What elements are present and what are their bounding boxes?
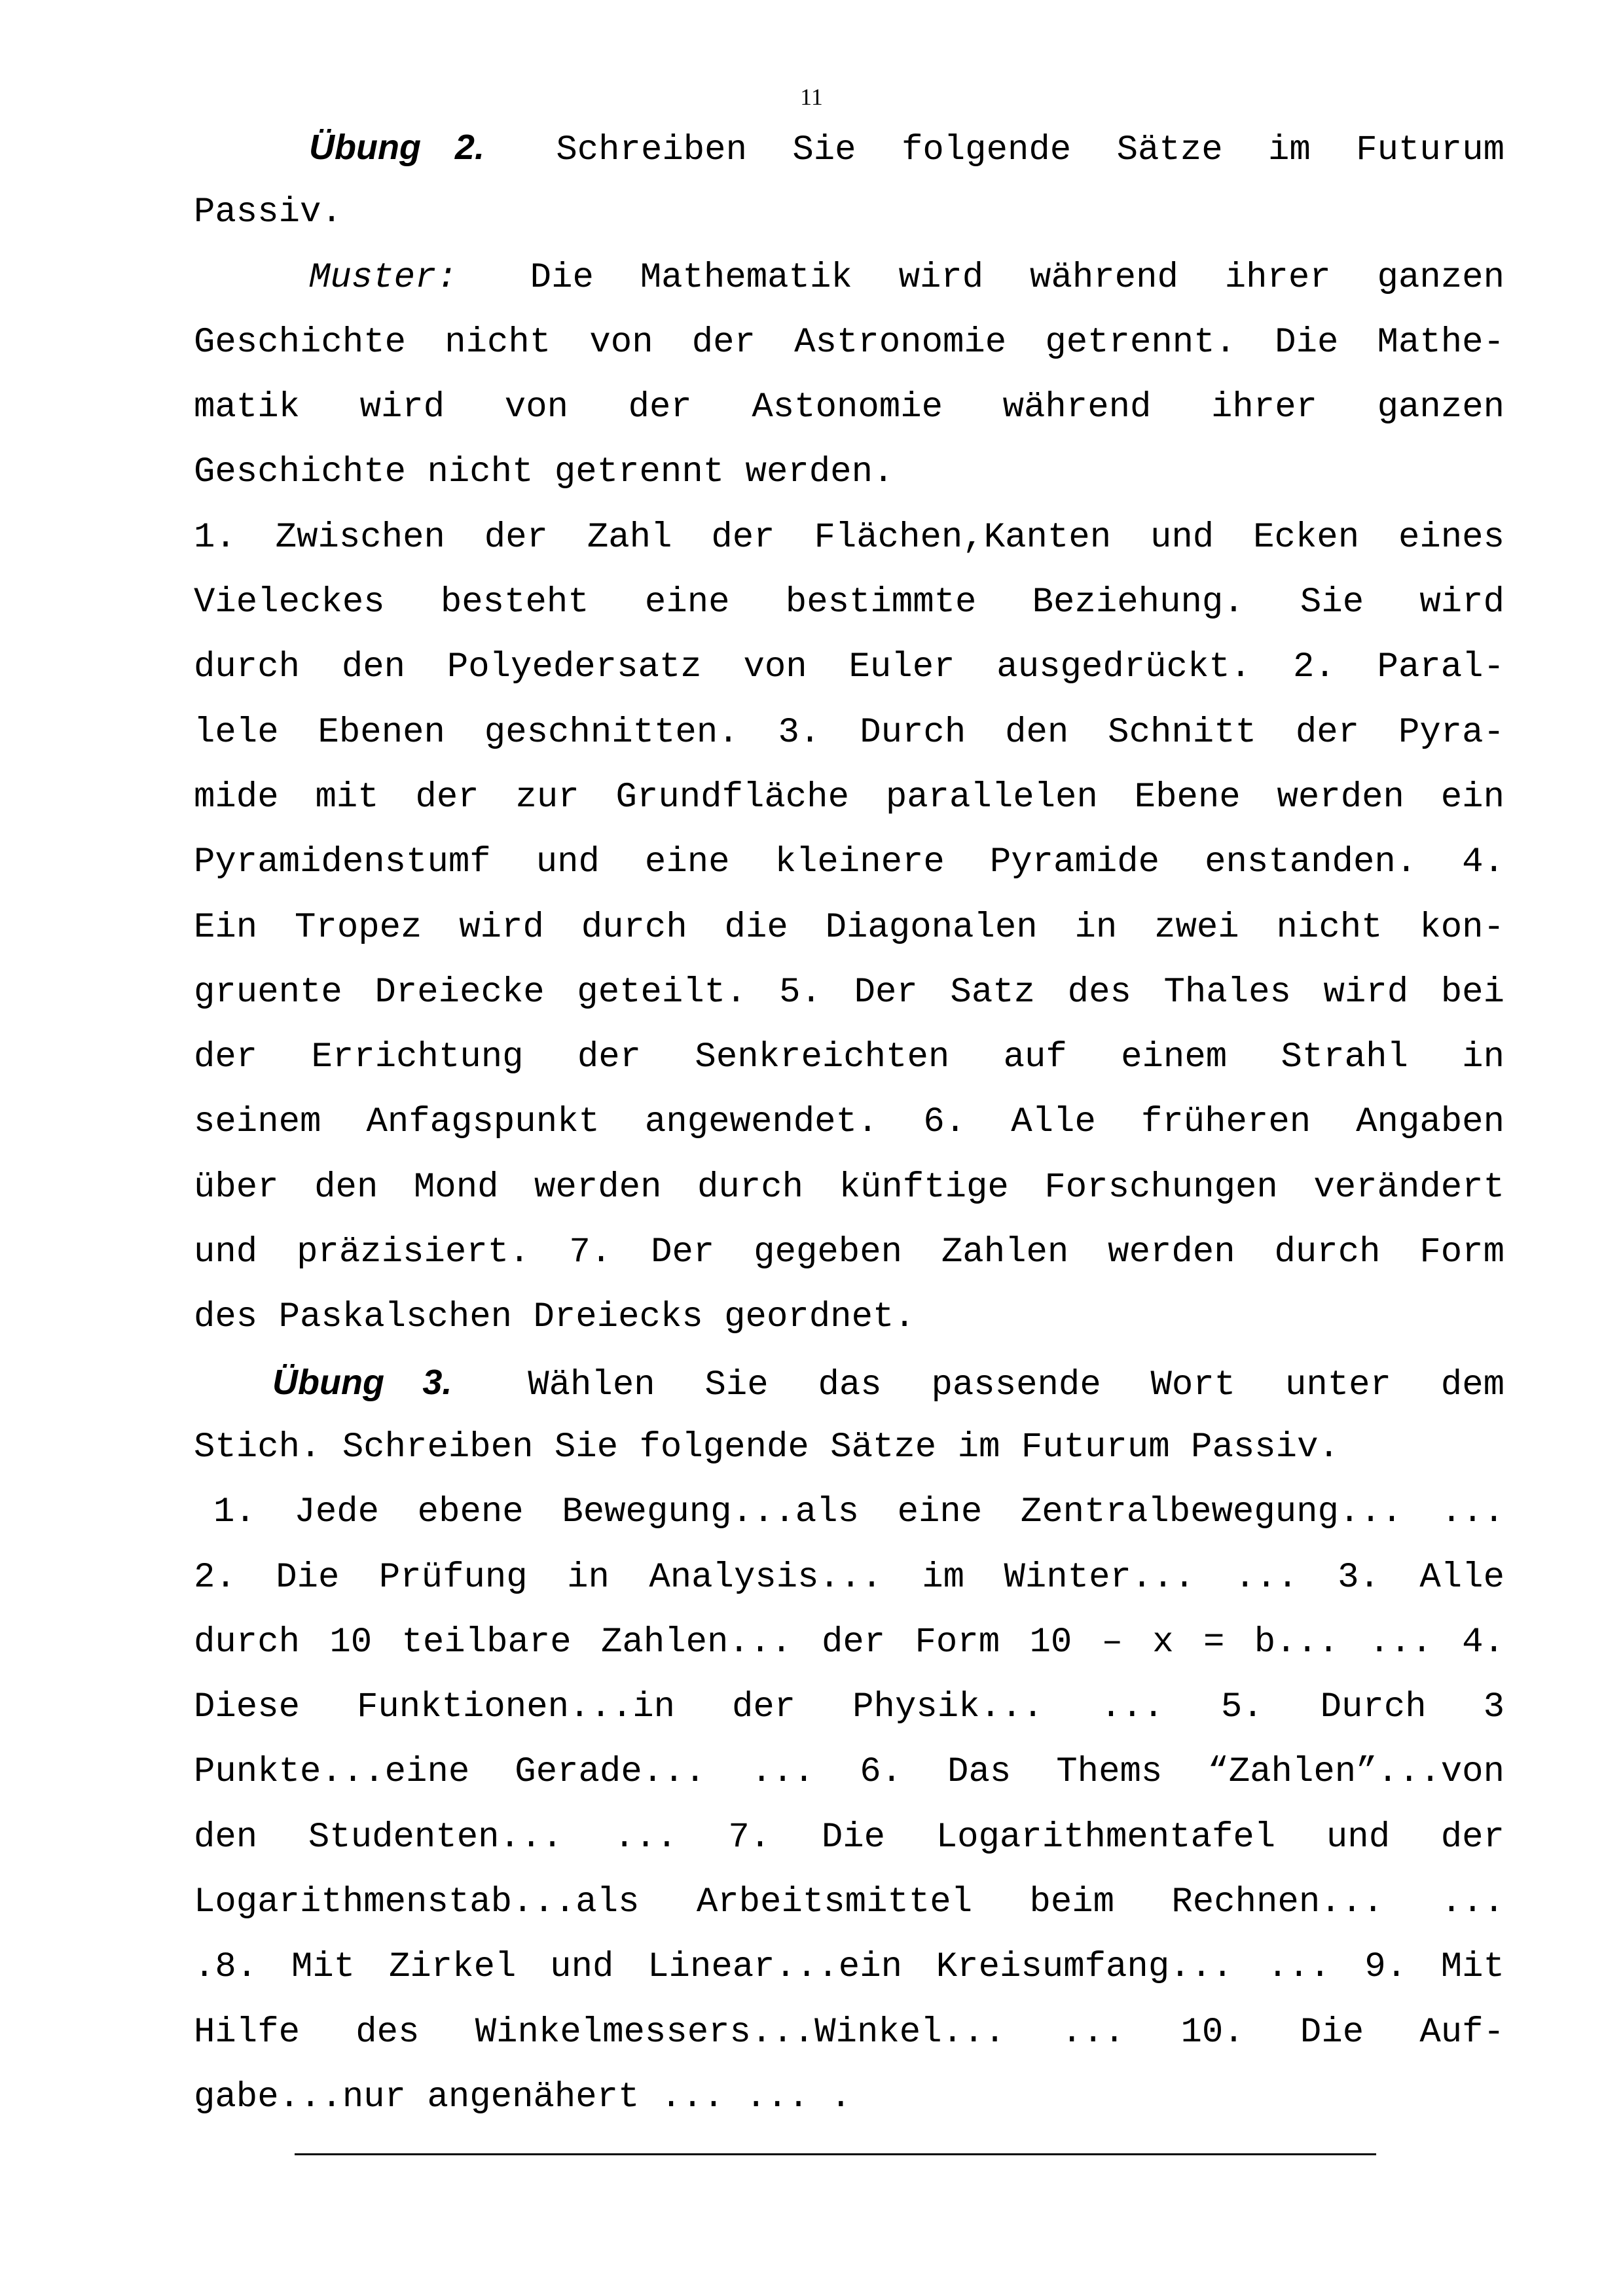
page-content xyxy=(194,115,1504,2130)
exercise-2-line: durch den Polyedersatz von Euler ausgedrückt. 2. Paral- xyxy=(194,647,1504,688)
exercise-3-instruction xyxy=(194,1350,1504,1415)
exercise-2-line: seinem Anfagspunkt angewendet. 6. Alle früheren Angaben xyxy=(194,1102,1504,1143)
exercise-3-instruction-end: Stich. Schreiben Sie folgende Sätze im Futurum Passiv. xyxy=(194,1427,1340,1467)
exercise-3-line: Diese Funktionen...in der Physik... ... 5. Durch 3 xyxy=(194,1687,1504,1728)
exercise-2-line: Pyramidenstumf und eine kleinere Pyramide enstanden. 4. xyxy=(194,842,1504,883)
exercise-2-line: des Paskalschen Dreiecks geordnet. xyxy=(194,1297,915,1338)
exercise-2-line: der Errichtung der Senkreichten auf einem Strahl in xyxy=(194,1037,1504,1078)
exercise-3-heading: Übung 3. xyxy=(272,1362,452,1402)
exercise-3-line: 1. Jede ebene Bewegung...als eine Zentralbewegung... ... xyxy=(213,1492,1504,1533)
exercise-3-line: durch 10 teilbare Zahlen... der Form 10 – x = b... ... 4. xyxy=(194,1622,1504,1662)
muster-first-line xyxy=(194,245,1504,310)
exercise-2-line: über den Mond werden durch künftige Forschungen verändert xyxy=(194,1167,1504,1208)
muster-line: Geschichte nicht von der Astronomie getrennt. Die Mathe- xyxy=(194,322,1504,363)
exercise-2-line: gruente Dreiecke geteilt. 5. Der Satz des Thales wird bei xyxy=(194,972,1504,1013)
exercise-2-instruction xyxy=(194,115,1504,180)
exercise-3-line: .8. Mit Zirkel und Linear...ein Kreisumfang... ... 9. Mit xyxy=(194,1947,1504,1988)
exercise-2-instruction-end: Passiv. xyxy=(194,192,342,233)
exercise-2-line: Ein Tropez wird durch die Diagonalen in zwei nicht kon- xyxy=(194,907,1504,948)
exercise-2-instruction-text: Schreiben Sie folgende Sätze im Futurum xyxy=(556,130,1505,170)
exercise-2-heading: Übung 2. xyxy=(309,128,484,167)
exercise-3-line: Logarithmenstab...als Arbeitsmittel beim Rechnen... ... xyxy=(194,1882,1504,1923)
exercise-2-line: mide mit der zur Grundfläche parallelen Ebene werden ein xyxy=(194,777,1504,817)
footer-rule xyxy=(295,2153,1376,2155)
exercise-2-line: lele Ebenen geschnitten. 3. Durch den Schnitt der Pyra- xyxy=(194,712,1504,753)
exercise-3-line: Hilfe des Winkelmessers...Winkel... ... 10. Die Auf- xyxy=(194,2012,1504,2053)
exercise-3-instruction-text: Wählen Sie das passende Wort unter dem xyxy=(528,1365,1505,1405)
exercise-3-line: 2. Die Prüfung in Analysis... im Winter... ... 3. Alle xyxy=(194,1557,1504,1598)
exercise-2-line: Vieleckes besteht eine bestimmte Beziehung. Sie wird xyxy=(194,583,1504,623)
muster-text: Die Mathematik wird während ihrer ganzen xyxy=(530,257,1504,298)
exercise-2-line: und präzisiert. 7. Der gegeben Zahlen werden durch Form xyxy=(194,1232,1504,1273)
exercise-2-line: 1. Zwischen der Zahl der Flächen,Kanten und Ecken eines xyxy=(194,517,1504,558)
page-number: 11 xyxy=(800,84,823,110)
muster-label: Muster: xyxy=(309,257,458,298)
exercise-3-line: gabe...nur angenähert ... ... . xyxy=(194,2077,852,2117)
muster-line: matik wird von der Astonomie während ihrer ganzen xyxy=(194,387,1504,428)
exercise-3-line: Punkte...eine Gerade... ... 6. Das Thems “Zahlen”...von xyxy=(194,1752,1504,1793)
exercise-3-line: den Studenten... ... 7. Die Logarithmentafel und der xyxy=(194,1817,1504,1857)
muster-line: Geschichte nicht getrennt werden. xyxy=(194,452,894,493)
